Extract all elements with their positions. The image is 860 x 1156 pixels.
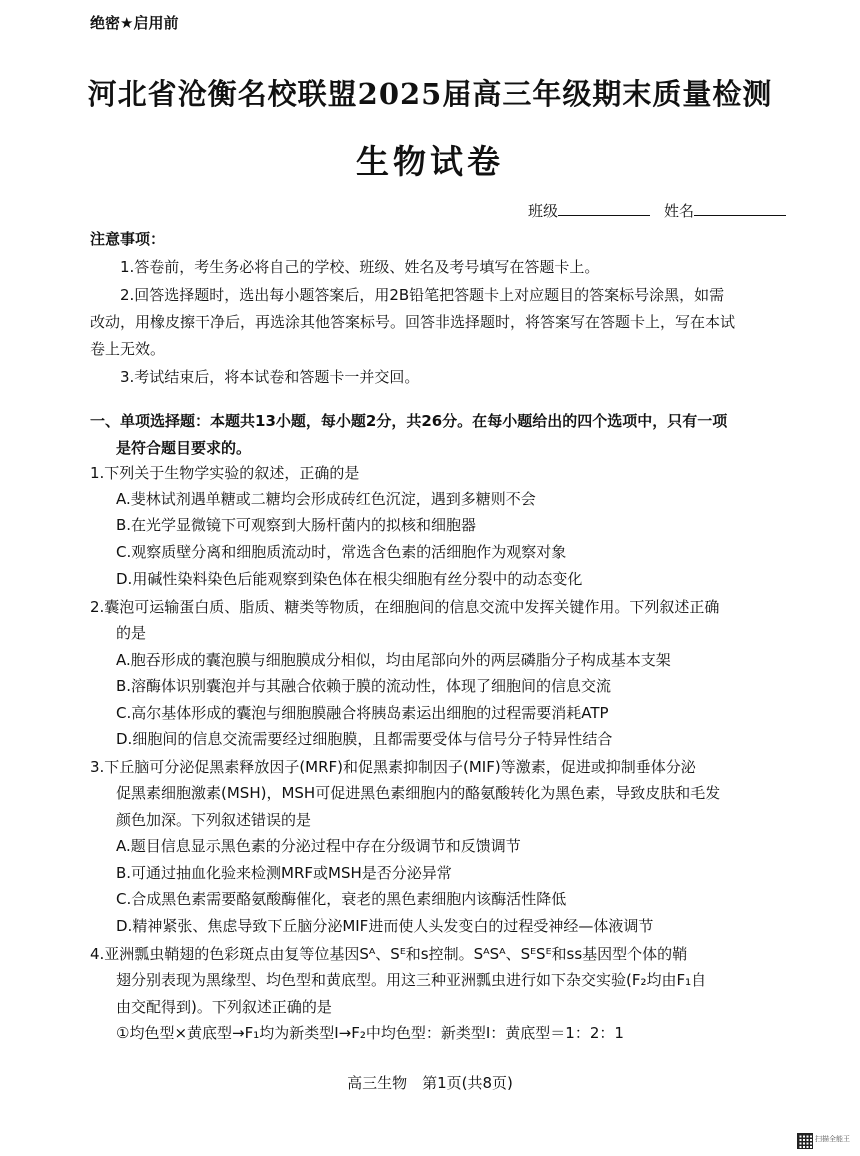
notice-line: 3.考试结束后，将本试卷和答题卡一并交回。: [120, 368, 420, 386]
option: B.可通过抽血化验来检测MRF或MSH是否分泌异常: [116, 864, 452, 882]
question-stem-cont: 颜色加深。下列叙述错误的是: [116, 811, 312, 829]
option: D.精神紧张、焦虑导致下丘脑分泌MIF进而使人头发变白的过程受神经—体液调节: [116, 917, 654, 935]
question-stem: 2.囊泡可运输蛋白质、脂质、糖类等物质，在细胞间的信息交流中发挥关键作用。下列叙述正确: [90, 598, 720, 616]
option: C.观察质壁分离和细胞质流动时，常选含色素的活细胞作为观察对象: [116, 543, 567, 561]
page-footer: 高三生物 第1页(共8页): [347, 1074, 513, 1092]
qr-code-icon: [797, 1133, 813, 1149]
question-stem-cont: 促黑素细胞激素(MSH)，MSH可促进黑色素细胞内的酪氨酸转化为黑色素，导致皮肤和毛发: [116, 784, 721, 802]
section-heading-cont: 是符合题目要求的。: [116, 439, 252, 457]
exam-subject-title: 生物试卷: [356, 142, 504, 181]
question-stem-cont: 翅分别表现为黑缘型、均色型和黄底型。用这三种亚洲瓢虫进行如下杂交实验(F₂均由F₁自: [116, 971, 707, 989]
class-field[interactable]: [528, 200, 650, 221]
notice-line: 改动，用橡皮擦干净后，再选涂其他答案标号。回答非选择题时，将答案写在答题卡上，写在本试: [90, 313, 736, 331]
notice-heading: 注意事项：: [90, 230, 166, 248]
option: A.斐林试剂遇单糖或二糖均会形成砖红色沉淀，遇到多糖则不会: [116, 490, 536, 508]
option: A.题目信息显示黑色素的分泌过程中存在分级调节和反馈调节: [116, 837, 521, 855]
option: D.用碱性染料染色后能观察到染色体在根尖细胞有丝分裂中的动态变化: [116, 570, 583, 588]
question-stem: 3.下丘脑可分泌促黑素释放因子(MRF)和促黑素抑制因子(MIF)等激素，促进或抑制垂体分泌: [90, 758, 696, 776]
section-heading: 一、单项选择题：本题共13小题，每小题2分，共26分。在每小题给出的四个选项中，只有一项: [90, 412, 728, 430]
confidential-label: 绝密★启用前: [90, 14, 179, 32]
question-stem: 4.亚洲瓢虫鞘翅的色彩斑点由复等位基因Sᴬ、Sᴱ和s控制。SᴬSᴬ、SᴱSᴱ和ss基因型个体的鞘: [90, 945, 688, 963]
cross-experiment: ①均色型×黄底型→F₁均为新类型Ⅰ→F₂中均色型：新类型Ⅰ：黄底型＝1：2：1: [116, 1024, 624, 1042]
option: B.在光学显微镜下可观察到大肠杆菌内的拟核和细胞器: [116, 516, 477, 534]
notice-line: 2.回答选择题时，选出每小题答案后，用2B铅笔把答题卡上对应题目的答案标号涂黑，如需: [120, 286, 725, 304]
option: C.合成黑色素需要酪氨酸酶催化，衰老的黑色素细胞内该酶活性降低: [116, 890, 567, 908]
class-blank[interactable]: [558, 201, 650, 216]
question-stem-cont: 的是: [116, 624, 147, 642]
notice-line: 1.答卷前，考生务必将自己的学校、班级、姓名及考号填写在答题卡上。: [120, 258, 600, 276]
option: B.溶酶体识别囊泡并与其融合依赖于膜的流动性，体现了细胞间的信息交流: [116, 677, 612, 695]
question-stem-cont: 由交配得到)。下列叙述正确的是: [116, 998, 332, 1016]
option: D.细胞间的信息交流需要经过细胞膜，且都需要受体与信号分子特异性结合: [116, 730, 613, 748]
name-label: 姓名: [664, 202, 695, 220]
class-label: 班级: [528, 202, 559, 220]
exam-title: 河北省沧衡名校联盟2025届高三年级期末质量检测: [87, 77, 773, 111]
question-stem: 1.下列关于生物学实验的叙述，正确的是: [90, 464, 360, 482]
notice-line: 卷上无效。: [90, 340, 166, 358]
option: C.高尔基体形成的囊泡与细胞膜融合将胰岛素运出细胞的过程需要消耗ATP: [116, 704, 609, 722]
scanner-watermark: 扫描全能王: [815, 1135, 850, 1143]
option: A.胞吞形成的囊泡膜与细胞膜成分相似，均由尾部向外的两层磷脂分子构成基本支架: [116, 651, 671, 669]
name-field[interactable]: [664, 200, 786, 221]
name-blank[interactable]: [694, 201, 786, 216]
